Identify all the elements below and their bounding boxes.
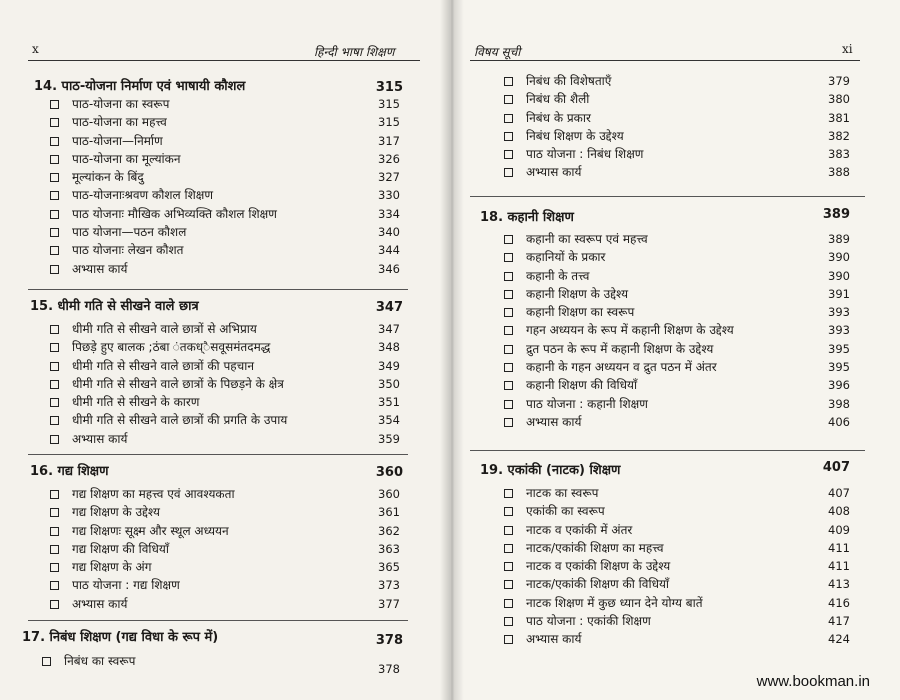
section-items xyxy=(50,320,400,448)
item-page: 362 xyxy=(378,523,400,538)
checkbox-icon xyxy=(504,77,513,86)
list-item xyxy=(504,484,850,502)
section-items xyxy=(504,484,850,649)
section-items xyxy=(50,485,400,613)
checkbox-icon xyxy=(50,581,59,590)
item-page: 346 xyxy=(378,261,400,276)
item-page: 411 xyxy=(828,540,850,555)
section-items xyxy=(504,230,850,431)
list-item xyxy=(50,485,400,503)
list-item xyxy=(504,358,850,376)
item-page: 326 xyxy=(378,151,400,166)
item-page: 424 xyxy=(828,632,850,647)
item-text: धीमी गति से सीखने के कारण xyxy=(72,395,200,410)
list-item xyxy=(50,430,400,448)
item-page: 406 xyxy=(828,414,850,429)
checkbox-icon xyxy=(50,398,59,407)
section-divider xyxy=(28,454,408,455)
list-item xyxy=(504,230,850,248)
item-text: पाठ-योजना—निर्माण xyxy=(72,133,163,148)
checkbox-icon xyxy=(504,272,513,281)
list-item xyxy=(504,594,850,612)
item-page: 359 xyxy=(378,431,400,446)
item-page: 373 xyxy=(378,578,400,593)
item-text: द्रुत पठन के रूप में कहानी शिक्षण के उद्देश्य xyxy=(526,341,714,356)
item-text: पाठ योजनाः मौखिक अभिव्यक्ति कौशल शिक्षण xyxy=(72,206,277,221)
section-title: 14. पाठ-योजना निर्माण एवं भाषायी कौशल xyxy=(34,79,246,94)
section-page: 347 xyxy=(375,300,403,315)
checkbox-icon xyxy=(504,363,513,372)
item-text: पिछड़े हुए बालक ;ठंबा ंतकध्ैसवूसमंतदमद्ध xyxy=(72,340,271,355)
left-running-header: हिन्दी भाषा शिक्षण xyxy=(314,45,395,59)
list-item xyxy=(50,95,400,113)
list-item xyxy=(504,612,850,630)
item-page: 398 xyxy=(828,396,850,411)
item-page: 327 xyxy=(378,170,400,185)
checkbox-icon xyxy=(50,118,59,127)
checkbox-icon xyxy=(50,265,59,274)
item-text: पाठ योजना—पठन कौशल xyxy=(72,225,187,240)
list-item xyxy=(50,393,400,411)
section-divider xyxy=(28,620,408,621)
list-item xyxy=(504,163,850,181)
item-text: निबंध का स्वरूप xyxy=(64,654,136,668)
list-item xyxy=(504,521,850,539)
checkbox-icon xyxy=(50,362,59,371)
item-page: 395 xyxy=(828,341,850,356)
list-item xyxy=(50,205,400,223)
item-text: पाठ-योजना का स्वरूप xyxy=(72,97,170,111)
item-text: कहानी के तत्त्व xyxy=(526,268,590,283)
item-page: 380 xyxy=(828,92,850,107)
list-item xyxy=(504,340,850,358)
checkbox-icon xyxy=(50,228,59,237)
list-item xyxy=(50,186,400,204)
section-items xyxy=(42,652,400,676)
checkbox-icon xyxy=(504,544,513,553)
checkbox-icon xyxy=(504,599,513,608)
item-page: 383 xyxy=(828,147,850,162)
list-item xyxy=(50,113,400,131)
list-item xyxy=(504,127,850,145)
list-item xyxy=(50,411,400,429)
list-item xyxy=(50,375,400,393)
item-page: 348 xyxy=(378,340,400,355)
item-text: नाटक शिक्षण में कुछ ध्यान देने योग्य बातें xyxy=(526,595,703,610)
list-item xyxy=(504,413,850,431)
list-item xyxy=(50,338,400,356)
list-item xyxy=(504,539,850,557)
checkbox-icon xyxy=(504,168,513,177)
checkbox-icon xyxy=(504,95,513,104)
list-item xyxy=(50,503,400,521)
checkbox-icon xyxy=(50,563,59,572)
checkbox-icon xyxy=(50,210,59,219)
item-page: 391 xyxy=(828,286,850,301)
checkbox-icon xyxy=(504,526,513,535)
item-text: कहानी का स्वरूप एवं महत्त्व xyxy=(526,232,648,246)
item-text: अभ्यास कार्य xyxy=(526,165,582,180)
item-page: 334 xyxy=(378,206,400,221)
item-page: 407 xyxy=(828,486,850,500)
item-page: 388 xyxy=(828,165,850,180)
list-item xyxy=(504,145,850,163)
item-page: 393 xyxy=(828,323,850,338)
list-item xyxy=(42,652,400,676)
item-page: 317 xyxy=(378,133,400,148)
item-text: पाठ योजना : गद्य शिक्षण xyxy=(72,578,180,593)
checkbox-icon xyxy=(50,545,59,554)
item-page: 349 xyxy=(378,358,400,373)
item-text: कहानी शिक्षण की विधियाँ xyxy=(526,378,638,393)
list-item xyxy=(50,595,400,613)
checkbox-icon xyxy=(504,381,513,390)
section-title: 15. धीमी गति से सीखने वाले छात्र xyxy=(30,299,199,314)
checkbox-icon xyxy=(50,343,59,352)
list-item xyxy=(50,522,400,540)
item-page: 350 xyxy=(378,376,400,391)
list-item xyxy=(50,132,400,150)
checkbox-icon xyxy=(50,155,59,164)
item-page: 416 xyxy=(828,595,850,610)
item-text: कहानी शिक्षण के उद्देश्य xyxy=(526,286,629,301)
item-text: अभ्यास कार्य xyxy=(72,596,128,611)
list-item xyxy=(50,260,400,278)
list-item xyxy=(504,72,850,90)
item-page: 381 xyxy=(828,110,850,125)
continued-items xyxy=(504,72,850,182)
list-item xyxy=(50,357,400,375)
item-page: 417 xyxy=(828,614,850,629)
section-divider xyxy=(28,289,408,290)
right-page xyxy=(450,0,900,700)
list-item xyxy=(504,395,850,413)
list-item xyxy=(50,168,400,186)
list-item xyxy=(50,223,400,241)
section-page: 360 xyxy=(375,465,403,480)
section-title: 16. गद्य शिक्षण xyxy=(30,464,109,479)
item-page: 340 xyxy=(378,225,400,240)
list-item xyxy=(504,557,850,575)
checkbox-icon xyxy=(504,114,513,123)
item-text: गहन अध्ययन के रूप में कहानी शिक्षण के उद्देश्य xyxy=(526,323,734,338)
checkbox-icon xyxy=(504,326,513,335)
checkbox-icon xyxy=(50,435,59,444)
item-text: निबंध के प्रकार xyxy=(526,110,591,125)
checkbox-icon xyxy=(50,137,59,146)
section-divider xyxy=(470,196,865,197)
section-title: 19. एकांकी (नाटक) शिक्षण xyxy=(480,463,621,478)
item-text: पाठ-योजना का मूल्यांकन xyxy=(72,151,181,166)
item-page: 411 xyxy=(828,559,850,574)
list-item xyxy=(50,576,400,594)
checkbox-icon xyxy=(50,380,59,389)
item-text: धीमी गति से सीखने वाले छात्रों की पहचान xyxy=(72,358,255,373)
item-page: 315 xyxy=(378,115,400,130)
checkbox-icon xyxy=(50,490,59,499)
watermark: www.bookman.in xyxy=(756,673,870,690)
checkbox-icon xyxy=(504,235,513,244)
checkbox-icon xyxy=(504,635,513,644)
checkbox-icon xyxy=(504,580,513,589)
item-page: 395 xyxy=(828,360,850,375)
checkbox-icon xyxy=(504,489,513,498)
checkbox-icon xyxy=(50,100,59,109)
section-items xyxy=(50,95,400,278)
item-text: नाटक व एकांकी में अंतर xyxy=(526,522,633,537)
item-text: नाटक का स्वरूप xyxy=(526,486,599,500)
item-text: पाठ योजना : निबंध शिक्षण xyxy=(526,147,644,162)
list-item xyxy=(504,90,850,108)
item-page: 315 xyxy=(378,97,400,111)
section-page: 407 xyxy=(822,460,850,475)
list-item xyxy=(50,540,400,558)
section-page: 389 xyxy=(822,207,850,222)
list-item xyxy=(50,558,400,576)
section-title: 17. निबंध शिक्षण (गद्य विधा के रूप में) xyxy=(22,630,219,645)
item-page: 378 xyxy=(378,662,400,676)
item-text: निबंध की शैली xyxy=(526,92,590,107)
item-page: 354 xyxy=(378,413,400,428)
item-page: 413 xyxy=(828,577,850,592)
checkbox-icon xyxy=(42,657,51,666)
list-item xyxy=(50,150,400,168)
checkbox-icon xyxy=(50,325,59,334)
list-item xyxy=(504,267,850,285)
checkbox-icon xyxy=(50,191,59,200)
left-page-number: x xyxy=(32,42,39,56)
item-text: निबंध शिक्षण के उद्देश्य xyxy=(526,128,624,143)
item-text: नाटक/एकांकी शिक्षण का महत्त्व xyxy=(526,540,664,555)
item-page: 408 xyxy=(828,504,850,519)
checkbox-icon xyxy=(504,132,513,141)
item-text: पाठ-योजना का महत्त्व xyxy=(72,115,167,130)
item-text: पाठ योजना : कहानी शिक्षण xyxy=(526,396,648,411)
list-item xyxy=(504,575,850,593)
checkbox-icon xyxy=(50,508,59,517)
item-page: 389 xyxy=(828,232,850,246)
item-page: 393 xyxy=(828,305,850,320)
item-page: 360 xyxy=(378,487,400,501)
item-text: अभ्यास कार्य xyxy=(72,261,128,276)
item-page: 390 xyxy=(828,268,850,283)
checkbox-icon xyxy=(50,527,59,536)
list-item xyxy=(504,376,850,394)
checkbox-icon xyxy=(504,507,513,516)
checkbox-icon xyxy=(504,418,513,427)
item-text: एकांकी का स्वरूप xyxy=(526,504,605,519)
section-divider xyxy=(470,450,865,451)
checkbox-icon xyxy=(50,246,59,255)
checkbox-icon xyxy=(504,345,513,354)
item-text: गद्य शिक्षण का महत्त्व एवं आवश्यकता xyxy=(72,487,235,501)
item-text: धीमी गति से सीखने वाले छात्रों से अभिप्राय xyxy=(72,322,257,336)
item-page: 379 xyxy=(828,74,850,88)
header-rule xyxy=(28,60,420,61)
item-text: नाटक व एकांकी शिक्षण के उद्देश्य xyxy=(526,559,671,574)
list-item xyxy=(504,109,850,127)
checkbox-icon xyxy=(504,253,513,262)
checkbox-icon xyxy=(504,562,513,571)
list-item xyxy=(50,320,400,338)
list-item xyxy=(504,502,850,520)
item-text: अभ्यास कार्य xyxy=(526,414,582,429)
item-text: पाठ योजनाः लेखन कौशत xyxy=(72,243,184,258)
right-running-header: विषय सूची xyxy=(474,45,521,59)
list-item xyxy=(504,303,850,321)
item-page: 382 xyxy=(828,128,850,143)
checkbox-icon xyxy=(50,173,59,182)
right-page-number: xi xyxy=(842,42,853,56)
checkbox-icon xyxy=(504,617,513,626)
item-page: 361 xyxy=(378,505,400,520)
item-text: मूल्यांकन के बिंदु xyxy=(72,170,144,185)
list-item xyxy=(504,285,850,303)
item-text: कहानियों के प्रकार xyxy=(526,250,606,265)
checkbox-icon xyxy=(504,290,513,299)
item-page: 330 xyxy=(378,188,400,203)
section-page: 378 xyxy=(375,633,403,648)
item-page: 409 xyxy=(828,522,850,537)
list-item xyxy=(504,630,850,648)
list-item xyxy=(504,248,850,266)
book-gutter xyxy=(440,0,464,700)
item-text: पाठ योजना : एकांकी शिक्षण xyxy=(526,614,651,629)
item-text: गद्य शिक्षण के उद्देश्य xyxy=(72,505,160,520)
item-text: धीमी गति से सीखने वाले छात्रों के पिछड़ने के क्षेत्र xyxy=(72,376,284,391)
item-page: 363 xyxy=(378,541,400,556)
item-page: 390 xyxy=(828,250,850,265)
checkbox-icon xyxy=(504,308,513,317)
item-page: 377 xyxy=(378,596,400,611)
item-page: 344 xyxy=(378,243,400,258)
item-text: अभ्यास कार्य xyxy=(526,632,582,647)
item-page: 351 xyxy=(378,395,400,410)
item-text: अभ्यास कार्य xyxy=(72,431,128,446)
checkbox-icon xyxy=(50,416,59,425)
item-text: धीमी गति से सीखने वाले छात्रों की प्रगति के उपाय xyxy=(72,413,288,428)
item-text: गद्य शिक्षण की विधियाँ xyxy=(72,541,169,556)
section-title: 18. कहानी शिक्षण xyxy=(480,210,574,225)
list-item xyxy=(50,241,400,259)
header-rule xyxy=(470,60,860,61)
item-text: पाठ-योजनाःश्रवण कौशल शिक्षण xyxy=(72,188,214,203)
item-page: 396 xyxy=(828,378,850,393)
item-text: कहानी शिक्षण का स्वरूप xyxy=(526,305,635,320)
item-text: कहानी के गहन अध्ययन व द्रुत पठन में अंतर xyxy=(526,360,717,375)
item-text: गद्य शिक्षणः सूक्ष्म और स्थूल अध्ययन xyxy=(72,523,229,538)
checkbox-icon xyxy=(504,400,513,409)
item-text: नाटक/एकांकी शिक्षण की विधियाँ xyxy=(526,577,670,592)
item-page: 365 xyxy=(378,560,400,575)
checkbox-icon xyxy=(50,600,59,609)
list-item xyxy=(504,321,850,339)
item-text: गद्य शिक्षण के अंग xyxy=(72,560,152,575)
section-page: 315 xyxy=(375,80,403,95)
item-text: निबंध की विशेषताएँ xyxy=(526,74,612,88)
checkbox-icon xyxy=(504,150,513,159)
item-page: 347 xyxy=(378,322,400,336)
